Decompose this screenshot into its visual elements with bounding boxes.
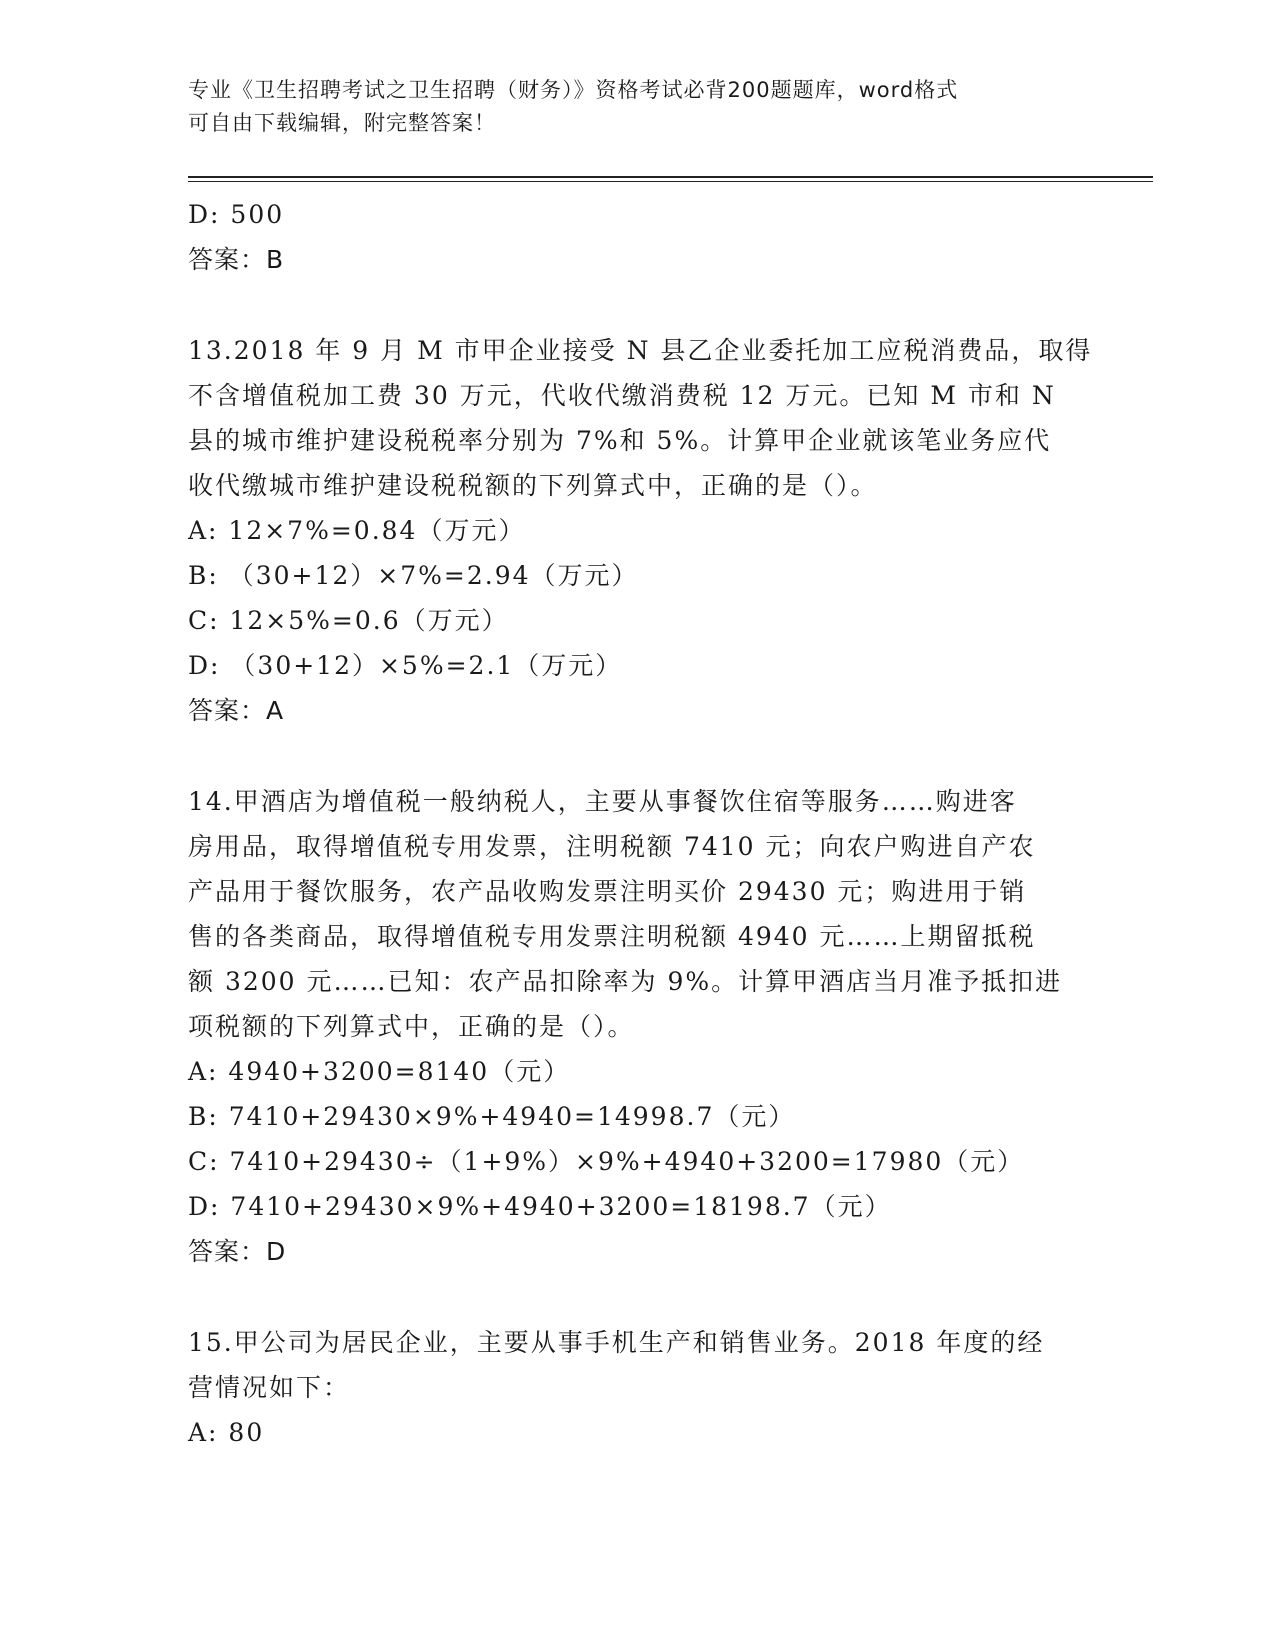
option-b: B: （30+12）×7%=2.94（万元） [188, 561, 639, 590]
question-15 [188, 1320, 1088, 1455]
question-stem-line: 14.甲酒店为增值税一般纳税人，主要从事餐饮住宿等服务……购进客 [188, 787, 1017, 816]
header-rule-thin [188, 181, 1153, 182]
question-stem-line: 13.2018 年 9 月 M 市甲企业接受 N 县乙企业委托加工应税消费品，取得 [188, 336, 1093, 365]
question-stem-line: 产品用于餐饮服务，农产品收购发票注明买价 29430 元；购进用于销 [188, 877, 1027, 906]
question-13 [188, 328, 1093, 733]
option-a: A: 80 [188, 1418, 265, 1447]
question-stem-line: 项税额的下列算式中，正确的是（）。 [188, 1012, 635, 1041]
answer-line: 答案：D [188, 1237, 287, 1266]
question-stem-line: 额 3200 元……已知：农产品扣除率为 9%。计算甲酒店当月准予抵扣进 [188, 967, 1063, 996]
question-stem-line: 营情况如下： [188, 1373, 351, 1402]
header-rule-thick [188, 176, 1153, 178]
answer-line: 答案：A [188, 696, 285, 725]
question-stem-line: 15.甲公司为居民企业，主要从事手机生产和销售业务。2018 年度的经 [188, 1328, 1045, 1357]
option-d: D: 7410+29430×9%+4940+3200=18198.7（元） [188, 1192, 892, 1221]
option-c: C: 12×5%=0.6（万元） [188, 606, 509, 635]
header-line-1: 专业《卫生招聘考试之卫生招聘（财务）》资格考试必背200题题库，word格式 [188, 78, 959, 102]
question-stem-line: 房用品，取得增值税专用发票，注明税额 7410 元；向农户购进自产农 [188, 832, 1036, 861]
question-stem-line: 售的各类商品，取得增值税专用发票注明税额 4940 元……上期留抵税 [188, 922, 1036, 951]
option-b: B: 7410+29430×9%+4940=14998.7（元） [188, 1102, 796, 1131]
page-header [188, 74, 1088, 140]
option-d: D: 500 [188, 200, 285, 229]
question-stem-line: 收代缴城市维护建设税税额的下列算式中，正确的是（）。 [188, 471, 878, 500]
question-14 [188, 779, 1088, 1274]
question-stem-line: 县的城市维护建设税税率分别为 7%和 5%。计算甲企业就该笔业务应代 [188, 426, 1052, 455]
option-a: A: 4940+3200=8140（元） [188, 1057, 571, 1086]
answer-line: 答案：B [188, 245, 285, 274]
document-body [188, 192, 1093, 1455]
option-c: C: 7410+29430÷（1+9%）×9%+4940+3200=17980（元） [188, 1147, 1025, 1176]
header-line-2: 可自由下载编辑，附完整答案！ [188, 111, 496, 135]
option-a: A: 12×7%=0.84（万元） [188, 516, 526, 545]
option-d: D: （30+12）×5%=2.1（万元） [188, 651, 623, 680]
question-stem-line: 不含增值税加工费 30 万元，代收代缴消费税 12 万元。已知 M 市和 N [188, 381, 1056, 410]
